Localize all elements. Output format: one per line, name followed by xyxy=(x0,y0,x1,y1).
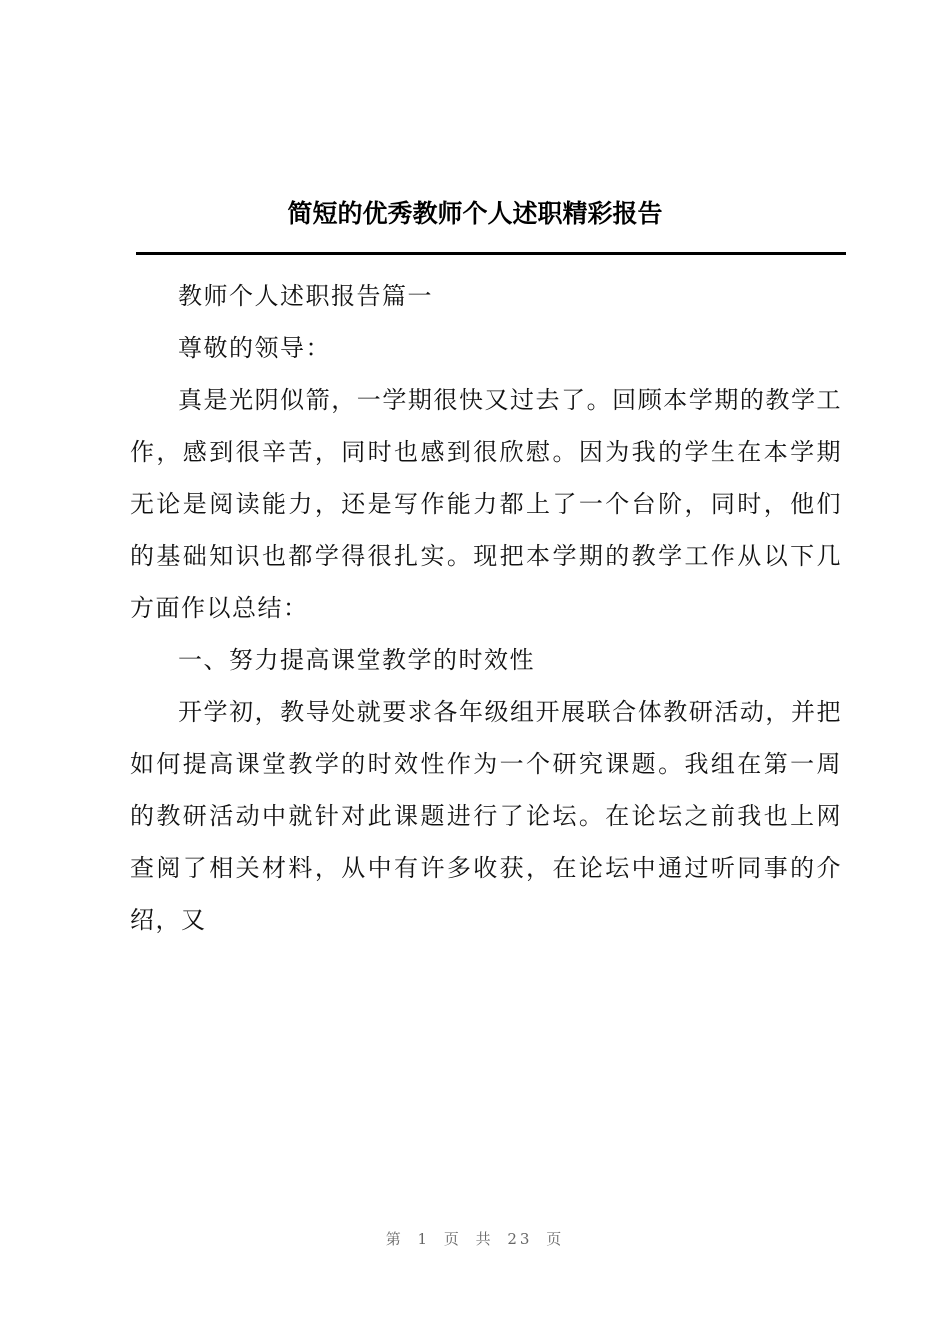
paragraph-section-body: 开学初，教导处就要求各年级组开展联合体教研活动，并把如何提高课堂教学的时效性作为一个研究课题。我组在第一周的教研活动中就针对此课题进行了论坛。在论坛之前我也上网查阅了相关材料，从中有许多收获，在论坛中通过听同事的介绍，又 xyxy=(130,698,842,934)
paragraph-salutation: 尊敬的领导： xyxy=(178,334,331,362)
paragraph-heading: 教师个人述职报告篇一 xyxy=(178,282,433,310)
paragraph-section-heading: 一、努力提高课堂教学的时效性 xyxy=(178,646,535,674)
document-body xyxy=(130,270,842,946)
paragraph-intro: 真是光阴似箭，一学期很快又过去了。回顾本学期的教学工作，感到很辛苦，同时也感到很欣慰。因为我的学生在本学期无论是阅读能力，还是写作能力都上了一个台阶，同时，他们的基础知识也都学得很扎实。现把本学期的教学工作从以下几方面作以总结： xyxy=(130,386,842,622)
page-number-footer: 第 1 页 共 23 页 xyxy=(385,1230,565,1248)
title-underline xyxy=(136,252,846,255)
document-title: 简短的优秀教师个人述职精彩报告 xyxy=(287,199,663,228)
